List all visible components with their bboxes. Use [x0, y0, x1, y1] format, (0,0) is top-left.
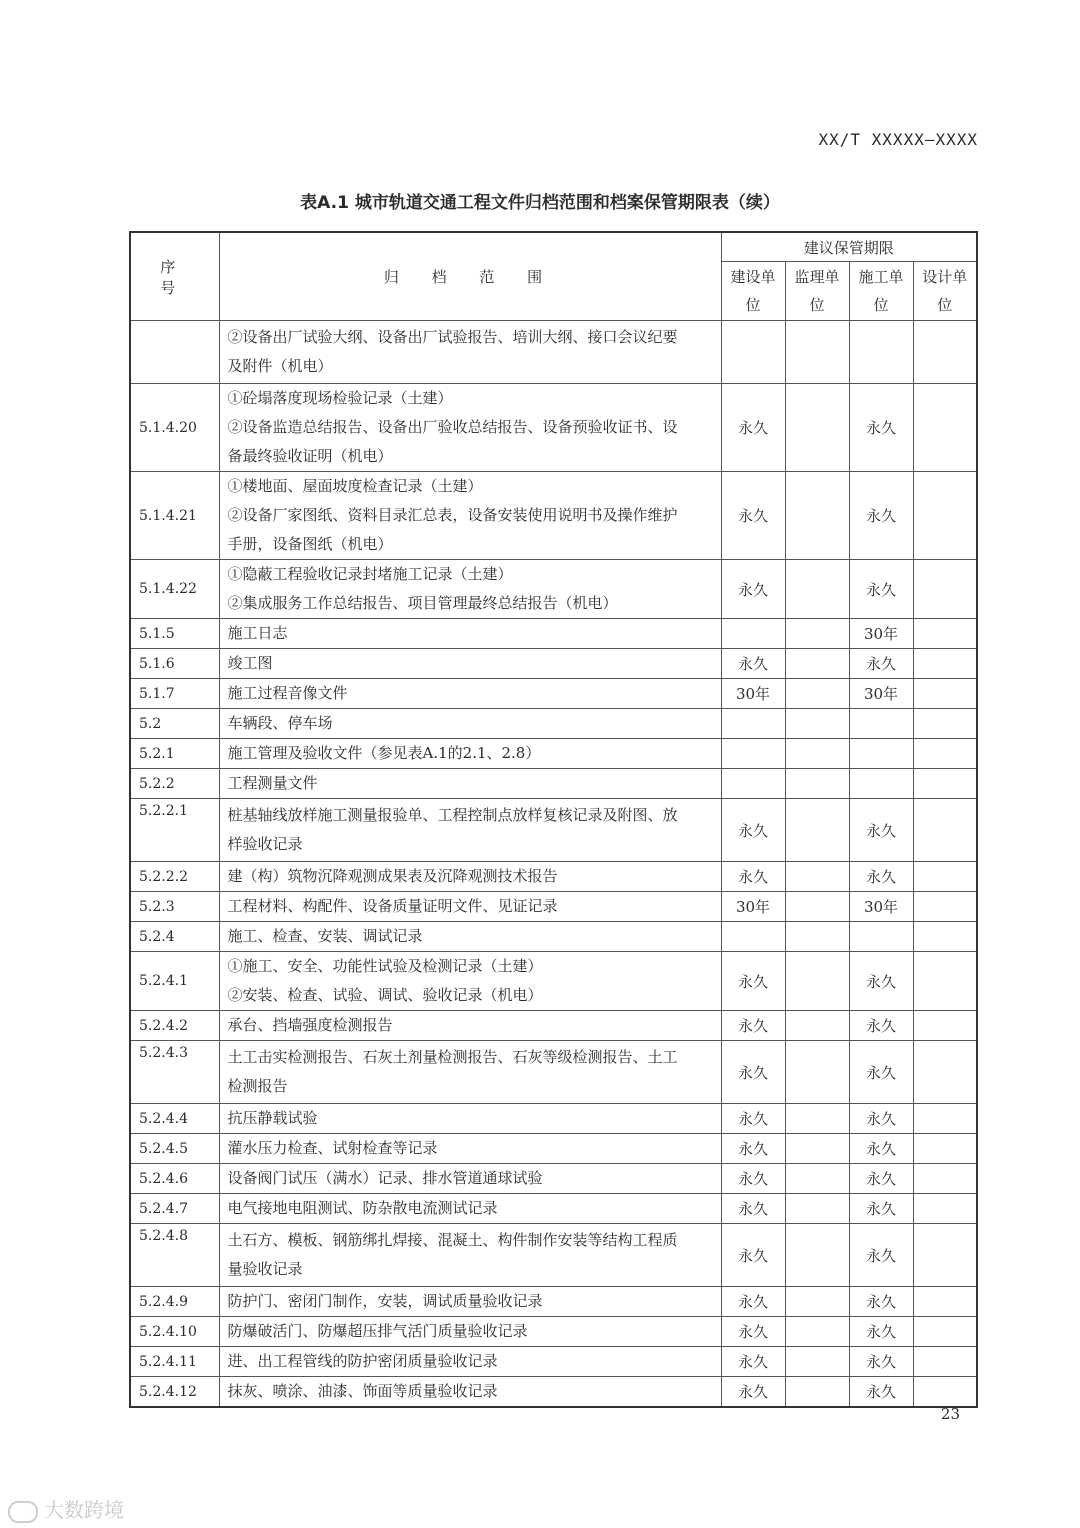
table-row	[130, 1377, 977, 1408]
table-row	[130, 1164, 977, 1194]
row-period-sheji	[913, 472, 977, 560]
row-period-sheji	[913, 619, 977, 649]
row-period-jianshe	[721, 619, 785, 649]
row-scope	[219, 1194, 721, 1224]
row-period-jianshe: 永久	[721, 560, 785, 619]
table-row	[130, 922, 977, 952]
scope-line: 土工击实检测报告、石灰土剂量检测报告、石灰等级检测报告、土工	[227, 1048, 678, 1066]
row-period-shigong: 永久	[849, 1104, 913, 1134]
scope-line: 施工日志	[227, 624, 288, 642]
table-row	[130, 560, 977, 619]
row-seq: 5.2.4.5	[130, 1134, 219, 1164]
row-period-shigong: 永久	[849, 649, 913, 679]
row-period-shigong	[849, 922, 913, 952]
row-period-shigong: 永久	[849, 1287, 913, 1317]
row-period-jianli	[785, 769, 849, 799]
row-seq: 5.2.4.1	[130, 952, 219, 1011]
table-row	[130, 769, 977, 799]
row-period-jianli	[785, 739, 849, 769]
table-row	[130, 1104, 977, 1134]
row-scope	[219, 472, 721, 560]
row-period-jianli	[785, 1104, 849, 1134]
row-seq: 5.2.4.12	[130, 1377, 219, 1408]
row-period-jianshe: 永久	[721, 799, 785, 862]
table-row	[130, 799, 977, 862]
row-seq: 5.1.4.20	[130, 384, 219, 472]
row-period-shigong: 永久	[849, 1194, 913, 1224]
row-period-jianli	[785, 1317, 849, 1347]
row-period-sheji	[913, 649, 977, 679]
row-seq: 5.2.4.9	[130, 1287, 219, 1317]
row-period-sheji	[913, 1164, 977, 1194]
row-period-sheji	[913, 892, 977, 922]
row-scope	[219, 1377, 721, 1408]
header-unit-jianshe: 建设单位	[721, 262, 785, 321]
row-period-shigong	[849, 769, 913, 799]
row-period-jianshe	[721, 922, 785, 952]
row-period-shigong: 永久	[849, 1347, 913, 1377]
row-period-jianshe: 永久	[721, 1041, 785, 1104]
row-period-shigong: 永久	[849, 1134, 913, 1164]
row-period-jianli	[785, 862, 849, 892]
row-period-sheji	[913, 709, 977, 739]
table-row	[130, 892, 977, 922]
row-period-shigong	[849, 709, 913, 739]
table-row	[130, 952, 977, 1011]
row-scope	[219, 769, 721, 799]
table-row	[130, 1287, 977, 1317]
row-period-sheji	[913, 862, 977, 892]
row-period-jianli	[785, 472, 849, 560]
row-period-sheji	[913, 1224, 977, 1287]
row-period-jianshe: 永久	[721, 1317, 785, 1347]
scope-line: 样验收记录	[227, 835, 303, 853]
row-period-shigong: 永久	[849, 952, 913, 1011]
scope-line: 工程测量文件	[227, 774, 318, 792]
row-period-jianshe: 永久	[721, 1011, 785, 1041]
scope-line: 施工、检查、安装、调试记录	[227, 927, 423, 945]
header-unit-jianli: 监理单位	[785, 262, 849, 321]
row-seq: 5.1.4.22	[130, 560, 219, 619]
row-period-sheji	[913, 1317, 977, 1347]
scope-line: ②设备厂家图纸、资料目录汇总表，设备安装使用说明书及操作维护	[227, 506, 678, 524]
row-seq: 5.1.5	[130, 619, 219, 649]
scope-line: 灌水压力检查、试射检查等记录	[227, 1139, 438, 1157]
row-period-shigong: 永久	[849, 862, 913, 892]
row-seq: 5.2.1	[130, 739, 219, 769]
table-row	[130, 679, 977, 709]
row-period-jianshe: 30年	[721, 892, 785, 922]
row-period-shigong: 永久	[849, 1224, 913, 1287]
row-period-sheji	[913, 384, 977, 472]
row-period-shigong: 30年	[849, 679, 913, 709]
row-period-sheji	[913, 1104, 977, 1134]
row-period-shigong: 永久	[849, 799, 913, 862]
row-period-jianli	[785, 952, 849, 1011]
scope-line: ②集成服务工作总结报告、项目管理最终总结报告（机电）	[227, 594, 618, 612]
row-period-jianshe: 永久	[721, 1377, 785, 1408]
table-row	[130, 1317, 977, 1347]
row-period-jianshe: 永久	[721, 1287, 785, 1317]
row-scope	[219, 1287, 721, 1317]
scope-line: ②设备出厂试验大纲、设备出厂试验报告、培训大纲、接口会议纪要	[227, 328, 678, 346]
row-period-sheji	[913, 1287, 977, 1317]
row-scope	[219, 709, 721, 739]
row-period-jianshe: 30年	[721, 679, 785, 709]
row-seq: 5.2.4.2	[130, 1011, 219, 1041]
table-row	[130, 862, 977, 892]
row-period-sheji	[913, 769, 977, 799]
table-row	[130, 472, 977, 560]
brand-logo-icon	[8, 1501, 38, 1523]
row-seq: 5.2.2.1	[130, 799, 219, 862]
table-row	[130, 1011, 977, 1041]
scope-line: 手册，设备图纸（机电）	[227, 535, 393, 553]
row-seq: 5.2.4.8	[130, 1224, 219, 1287]
scope-line: 桩基轴线放样施工测量报验单、工程控制点放样复核记录及附图、放	[227, 806, 678, 824]
row-scope	[219, 799, 721, 862]
table-row	[130, 1194, 977, 1224]
row-scope	[219, 1164, 721, 1194]
scope-line: 工程材料、构配件、设备质量证明文件、见证记录	[227, 897, 558, 915]
row-seq: 5.2.4.4	[130, 1104, 219, 1134]
row-period-shigong: 永久	[849, 1041, 913, 1104]
scope-line: 施工管理及验收文件（参见表A.1的2.1、2.8）	[227, 744, 541, 762]
row-period-sheji	[913, 1194, 977, 1224]
row-period-jianli	[785, 560, 849, 619]
scope-line: ②设备监造总结报告、设备出厂验收总结报告、设备预验收证书、设	[227, 418, 678, 436]
table-row	[130, 321, 977, 384]
row-period-jianshe: 永久	[721, 952, 785, 1011]
table-row	[130, 619, 977, 649]
row-scope	[219, 560, 721, 619]
scope-line: 备最终验收证明（机电）	[227, 447, 393, 465]
row-scope	[219, 952, 721, 1011]
row-period-sheji	[913, 922, 977, 952]
row-seq: 5.2.2	[130, 769, 219, 799]
header-period: 建议保管期限	[721, 232, 977, 262]
table-row	[130, 739, 977, 769]
row-period-jianshe: 永久	[721, 1164, 785, 1194]
row-period-jianli	[785, 1347, 849, 1377]
row-period-sheji	[913, 1041, 977, 1104]
scope-line: 设备阀门试压（满水）记录、排水管道通球试验	[227, 1169, 543, 1187]
row-period-jianshe: 永久	[721, 1224, 785, 1287]
header-unit-sheji: 设计单位	[913, 262, 977, 321]
row-period-jianshe	[721, 709, 785, 739]
row-period-shigong	[849, 739, 913, 769]
row-period-sheji	[913, 560, 977, 619]
row-period-jianli	[785, 799, 849, 862]
row-period-jianli	[785, 649, 849, 679]
table-body	[130, 321, 977, 1408]
scope-line: 防护门、密闭门制作，安装，调试质量验收记录	[227, 1292, 543, 1310]
scope-line: 检测报告	[227, 1077, 288, 1095]
row-period-sheji	[913, 1134, 977, 1164]
row-period-sheji	[913, 1377, 977, 1408]
row-seq: 5.2.4.10	[130, 1317, 219, 1347]
scope-line: ①楼地面、屋面坡度检查记录（土建）	[227, 477, 483, 495]
row-period-shigong: 30年	[849, 619, 913, 649]
row-period-jianshe: 永久	[721, 649, 785, 679]
row-period-jianli	[785, 922, 849, 952]
scope-line: ①砼塌落度现场检验记录（土建）	[227, 389, 453, 407]
row-seq: 5.2.4.3	[130, 1041, 219, 1104]
row-period-sheji	[913, 739, 977, 769]
row-period-jianli	[785, 709, 849, 739]
row-period-jianli	[785, 1377, 849, 1408]
row-period-jianli	[785, 1287, 849, 1317]
table-row	[130, 1041, 977, 1104]
row-period-shigong: 永久	[849, 472, 913, 560]
row-period-jianli	[785, 1224, 849, 1287]
table-row	[130, 1347, 977, 1377]
row-period-jianli	[785, 679, 849, 709]
header-unit-shigong: 施工单位	[849, 262, 913, 321]
row-scope	[219, 1104, 721, 1134]
row-period-jianshe: 永久	[721, 1347, 785, 1377]
row-period-jianshe	[721, 739, 785, 769]
row-period-sheji	[913, 1011, 977, 1041]
row-period-jianshe	[721, 321, 785, 384]
row-scope	[219, 679, 721, 709]
row-seq: 5.2.4.7	[130, 1194, 219, 1224]
row-seq: 5.1.4.21	[130, 472, 219, 560]
row-period-jianli	[785, 1164, 849, 1194]
scope-line: 电气接地电阻测试、防杂散电流测试记录	[227, 1199, 498, 1217]
row-period-jianli	[785, 384, 849, 472]
scope-line: 防爆破活门、防爆超压排气活门质量验收记录	[227, 1322, 528, 1340]
scope-line: 量验收记录	[227, 1260, 303, 1278]
table-row	[130, 649, 977, 679]
row-period-jianli	[785, 619, 849, 649]
row-scope	[219, 1011, 721, 1041]
row-period-shigong	[849, 321, 913, 384]
scope-line: 土石方、模板、钢筋绑扎焊接、混凝土、构件制作安装等结构工程质	[227, 1231, 678, 1249]
table-row	[130, 384, 977, 472]
row-period-sheji	[913, 321, 977, 384]
row-period-jianshe: 永久	[721, 472, 785, 560]
row-scope	[219, 384, 721, 472]
row-period-jianshe	[721, 769, 785, 799]
row-period-jianli	[785, 1011, 849, 1041]
header-scope: 归 档 范 围	[219, 232, 721, 321]
scope-line: 承台、挡墙强度检测报告	[227, 1016, 393, 1034]
watermark-text: 大数跨境	[44, 1498, 124, 1522]
scope-line: ①隐蔽工程验收记录封堵施工记录（土建）	[227, 565, 513, 583]
row-period-jianli	[785, 1194, 849, 1224]
row-scope	[219, 1134, 721, 1164]
scope-line: 抹灰、喷涂、油漆、饰面等质量验收记录	[227, 1382, 498, 1400]
row-scope	[219, 862, 721, 892]
row-scope	[219, 922, 721, 952]
row-period-jianshe: 永久	[721, 1104, 785, 1134]
archive-table	[129, 231, 978, 1408]
row-period-jianshe: 永久	[721, 1194, 785, 1224]
scope-line: 车辆段、停车场	[227, 714, 333, 732]
row-scope	[219, 649, 721, 679]
row-scope	[219, 892, 721, 922]
table-row	[130, 1224, 977, 1287]
table-row	[130, 709, 977, 739]
scope-line: 及附件（机电）	[227, 357, 333, 375]
table-title: 表A.1 城市轨道交通工程文件归档范围和档案保管期限表（续）	[300, 193, 780, 213]
row-period-jianshe: 永久	[721, 384, 785, 472]
scope-line: 抗压静载试验	[227, 1109, 318, 1127]
row-period-sheji	[913, 1347, 977, 1377]
row-scope	[219, 739, 721, 769]
row-seq: 5.2.4	[130, 922, 219, 952]
scope-line: 建（构）筑物沉降观测成果表及沉降观测技术报告	[227, 867, 558, 885]
row-period-sheji	[913, 799, 977, 862]
scope-line: 施工过程音像文件	[227, 684, 348, 702]
row-seq	[130, 321, 219, 384]
row-scope	[219, 1224, 721, 1287]
row-scope	[219, 1041, 721, 1104]
scope-line: ②安装、检查、试验、调试、验收记录（机电）	[227, 986, 543, 1004]
row-scope	[219, 1317, 721, 1347]
page-number: 23	[940, 1405, 960, 1423]
row-period-sheji	[913, 679, 977, 709]
row-period-shigong: 永久	[849, 560, 913, 619]
row-seq: 5.2	[130, 709, 219, 739]
row-seq: 5.1.7	[130, 679, 219, 709]
row-period-sheji	[913, 952, 977, 1011]
row-period-shigong: 永久	[849, 1317, 913, 1347]
watermark	[8, 1494, 124, 1523]
row-scope	[219, 321, 721, 384]
row-period-jianli	[785, 321, 849, 384]
header-seq: 序 号	[130, 232, 219, 321]
row-period-jianli	[785, 1041, 849, 1104]
row-period-jianshe: 永久	[721, 1134, 785, 1164]
scope-line: ①施工、安全、功能性试验及检测记录（土建）	[227, 957, 543, 975]
row-scope	[219, 619, 721, 649]
row-seq: 5.1.6	[130, 649, 219, 679]
standard-code: XX/T XXXXX—XXXX	[818, 130, 978, 149]
row-scope	[219, 1347, 721, 1377]
table-row	[130, 1134, 977, 1164]
scope-line: 进、出工程管线的防护密闭质量验收记录	[227, 1352, 498, 1370]
row-seq: 5.2.3	[130, 892, 219, 922]
row-seq: 5.2.4.6	[130, 1164, 219, 1194]
row-period-shigong: 永久	[849, 1011, 913, 1041]
row-seq: 5.2.2.2	[130, 862, 219, 892]
row-period-shigong: 永久	[849, 1377, 913, 1408]
row-period-jianshe: 永久	[721, 862, 785, 892]
row-period-shigong: 永久	[849, 1164, 913, 1194]
row-seq: 5.2.4.11	[130, 1347, 219, 1377]
row-period-shigong: 30年	[849, 892, 913, 922]
row-period-jianli	[785, 892, 849, 922]
row-period-shigong: 永久	[849, 384, 913, 472]
scope-line: 竣工图	[227, 654, 273, 672]
row-period-jianli	[785, 1134, 849, 1164]
